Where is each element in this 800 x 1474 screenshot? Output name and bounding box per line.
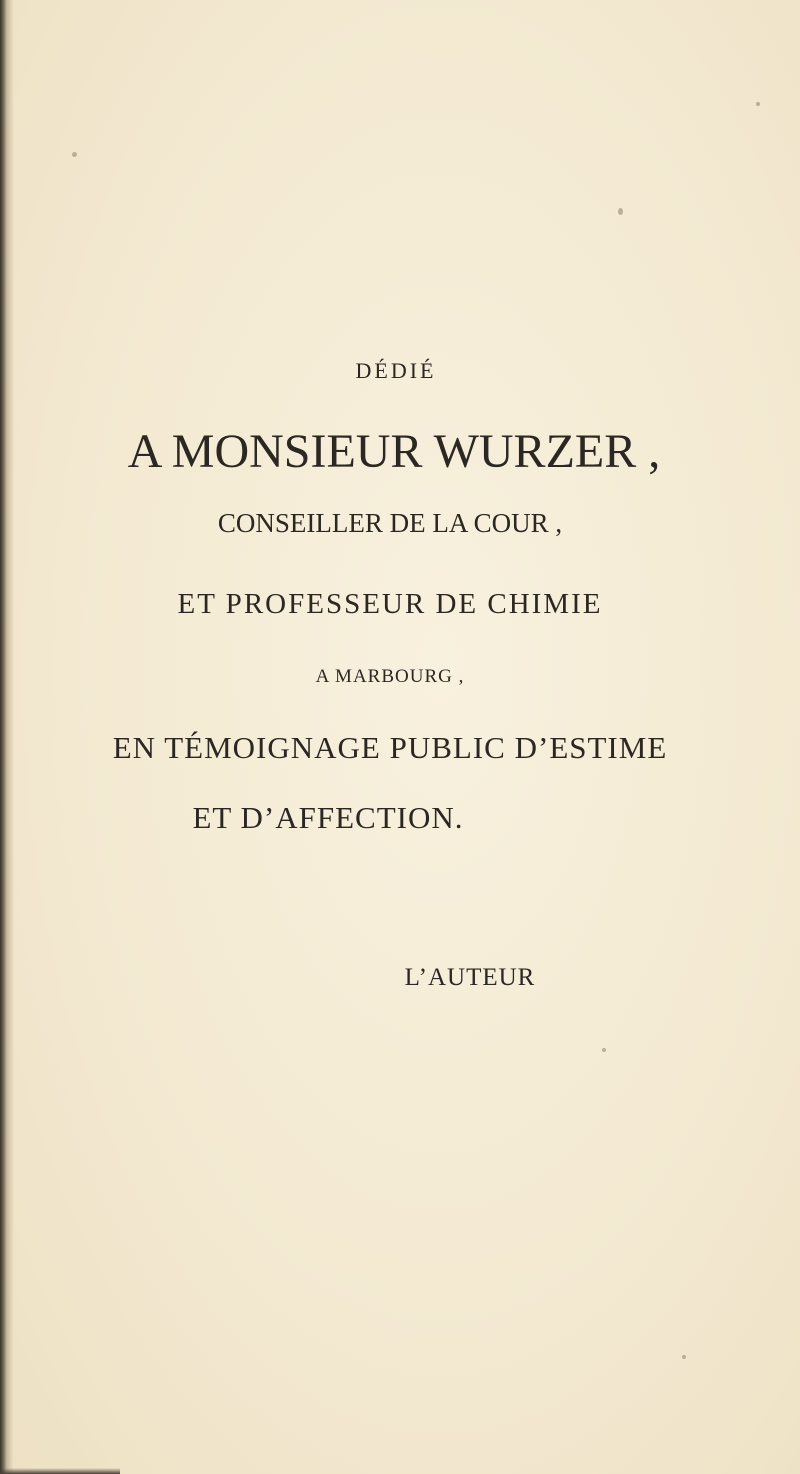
tribute-line-1: EN TÉMOIGNAGE PUBLIC D’ESTIME xyxy=(112,730,668,765)
recipient-title-line-1: CONSEILLER DE LA COUR , xyxy=(217,508,563,538)
paper-speck xyxy=(756,102,760,106)
page-bottom-edge xyxy=(0,1468,120,1474)
dedication-heading: DÉDIÉ xyxy=(355,358,437,383)
recipient-place: A MARBOURG , xyxy=(315,666,465,687)
paper-speck xyxy=(618,208,623,215)
paper-speck xyxy=(682,1355,686,1359)
recipient-title-line-2: ET PROFESSEUR DE CHIMIE xyxy=(177,588,603,620)
author-signature: L’AUTEUR xyxy=(404,964,536,991)
tribute-line-2: ET D’AFFECTION. xyxy=(192,800,464,835)
dedication-recipient: A MONSIEUR WURZER , xyxy=(127,425,661,478)
paper-speck xyxy=(602,1048,606,1052)
paper-speck xyxy=(72,152,77,157)
